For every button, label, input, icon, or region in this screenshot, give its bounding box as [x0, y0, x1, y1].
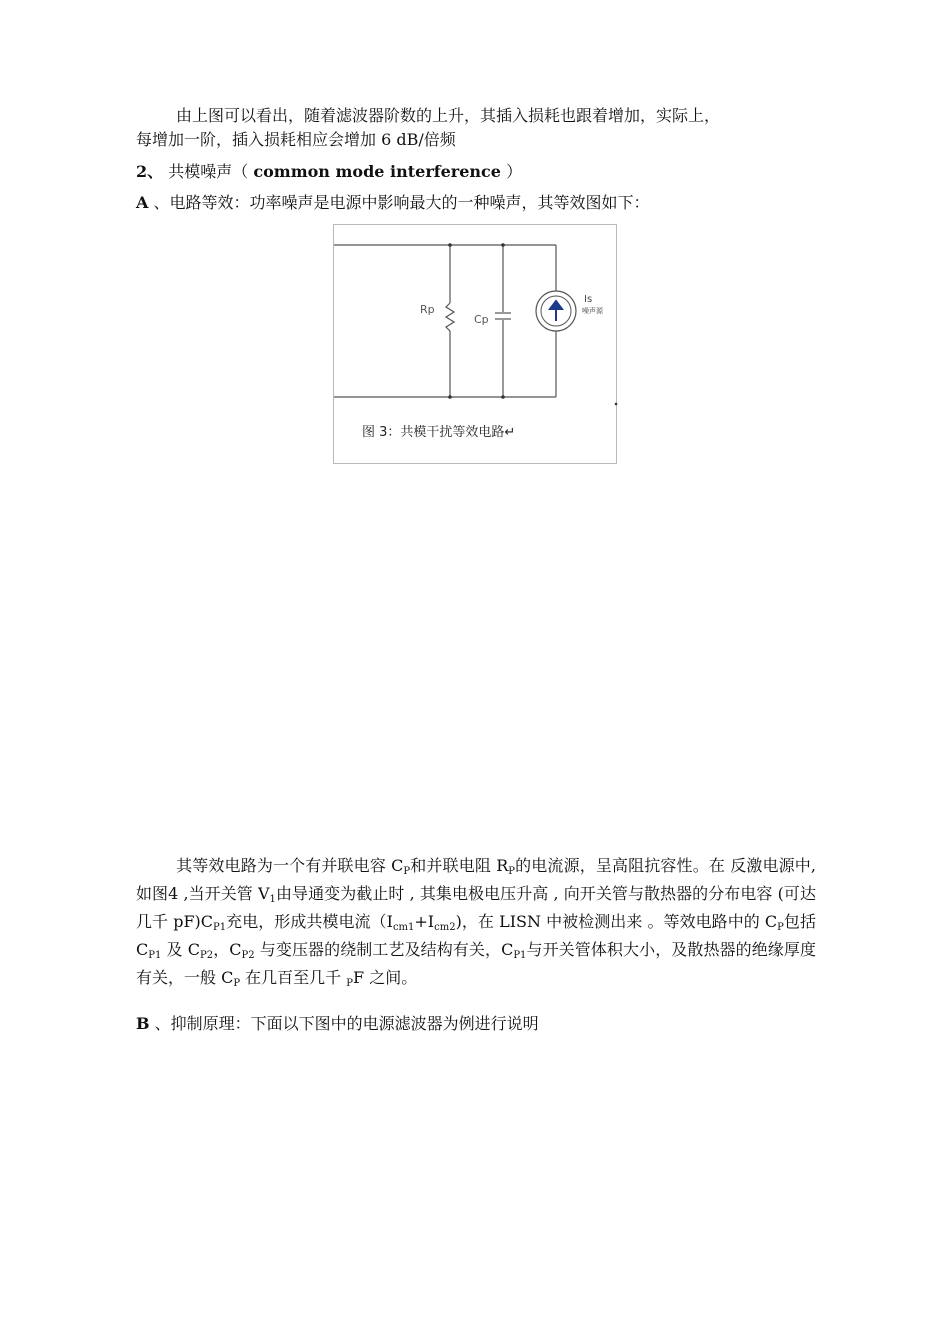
p2-text-12: 与开关管体积大小，及散热器的绝缘厚度有关，一般 C — [136, 940, 816, 987]
p2-sub-13: P — [346, 978, 353, 989]
paragraph-insertion-loss — [136, 104, 816, 152]
section-title-close: ） — [506, 162, 523, 181]
p2-text-8: 包括 C — [136, 912, 816, 959]
noise-source-label: 噪声源 — [582, 307, 603, 315]
p2-sub-2: P — [508, 866, 516, 877]
p2-sub-3: 1 — [269, 894, 276, 905]
p2-sub-4: P1 — [213, 922, 227, 933]
paragraph-line-2: 每增加一阶，插入损耗相应会增加 6 dB/倍频 — [136, 130, 456, 149]
cp-label: Cp — [474, 313, 489, 326]
section-b-text: 、抑制原理：下面以下图中的电源滤波器为例进行说明 — [154, 1014, 539, 1033]
section-title: 共模噪声（ — [168, 162, 249, 181]
p2-sub-6: cm2 — [434, 922, 456, 933]
p2-text-6: +I — [414, 912, 435, 931]
p2-text-5: 充电，形成共模电流（I — [226, 912, 393, 931]
section-a-heading — [136, 191, 816, 215]
p2-text-7: )，在 LISN 中被检测出来 。等效电路中的 C — [455, 912, 778, 931]
is-label: Is — [584, 294, 593, 305]
figure-common-mode-circuit — [333, 224, 617, 464]
p2-sub-7: P — [777, 922, 784, 933]
p2-text-13: 在几百至几千 — [240, 968, 347, 987]
p2-text-11: 与变压器的绕制工艺及结构有关，C — [254, 940, 514, 959]
p2-sub-10: P2 — [241, 950, 255, 961]
section-a-letter: A — [136, 193, 149, 212]
p2-sub-9: P2 — [200, 950, 214, 961]
paragraph-equivalent-circuit — [136, 852, 816, 992]
section-a-text: 、电路等效：功率噪声是电源中影响最大的一种噪声，其等效图如下： — [153, 193, 650, 212]
p2-text-10: ，C — [213, 940, 242, 959]
section-b-heading — [136, 1012, 816, 1036]
p2-text-4: 由导通变为截止时 , 其集电极电压升高 , 向开关管与散热器的分布电容 (可达几千 pF)C — [136, 884, 816, 931]
current-arrow-icon — [550, 301, 562, 321]
p2-sub-11: P1 — [513, 950, 527, 961]
p2-text-1: 其等效电路为一个有并联电容 C — [176, 856, 404, 875]
p2-text-2: 和并联电阻 R — [410, 856, 509, 875]
p2-text-3: 的电流源，呈高阻抗容性。在 反激电源中,如图4 ,当开关管 V — [136, 856, 816, 903]
p2-sub-8: P1 — [148, 950, 162, 961]
p2-text-14: F 之间。 — [353, 968, 418, 987]
section-english-title: common mode interference — [253, 162, 501, 181]
section-2-heading — [136, 160, 816, 184]
p2-sub-5: cm1 — [392, 922, 415, 933]
section-number: 2、 — [136, 162, 164, 181]
section-b-letter: B — [136, 1014, 150, 1033]
p2-sub-12: P — [233, 978, 241, 989]
rp-label: Rp — [420, 303, 435, 316]
figure-caption: 图 3：共模干扰等效电路↵ — [362, 425, 516, 440]
p2-text-9: 及 C — [161, 940, 201, 959]
paragraph-line-1: 由上图可以看出，随着滤波器阶数的上升，其插入损耗也跟着增加，实际上， — [176, 106, 721, 125]
p2-sub-1: P — [403, 866, 411, 877]
